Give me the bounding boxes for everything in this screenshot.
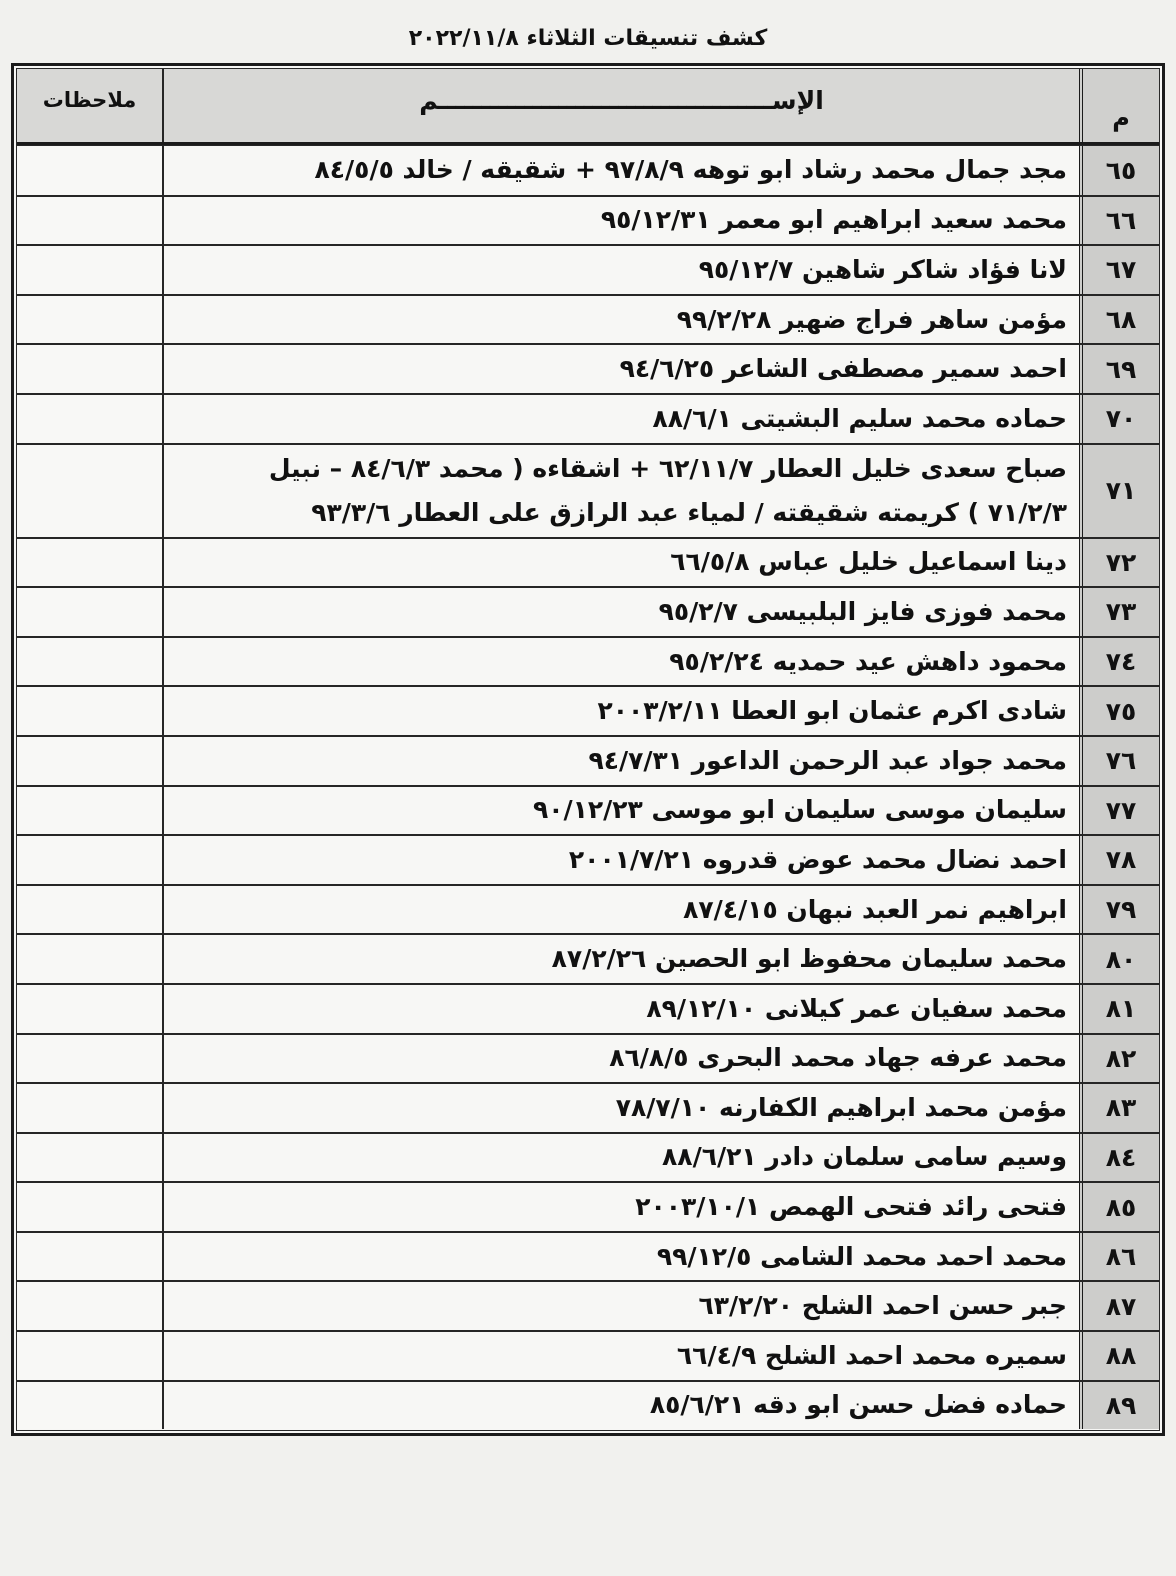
table-row — [17, 933, 1159, 983]
table-row — [17, 1380, 1159, 1430]
table-row — [17, 343, 1159, 393]
table-header — [17, 69, 1159, 145]
name-cell — [162, 985, 1079, 1033]
row-number: ٨١ — [1079, 985, 1159, 1033]
row-number: ٦٨ — [1079, 296, 1159, 344]
name-cell — [162, 886, 1079, 934]
table-row — [17, 1082, 1159, 1132]
row-number: ٨٤ — [1079, 1134, 1159, 1182]
row-number: ٨٠ — [1079, 935, 1159, 983]
row-number: ٧٢ — [1079, 539, 1159, 587]
header-name: الإســـــــــــــــــــــــــــــــــــــــم — [162, 69, 1079, 142]
notes-cell — [17, 345, 162, 393]
notes-cell — [17, 1183, 162, 1231]
row-number: ٨٣ — [1079, 1084, 1159, 1132]
name-cell — [162, 445, 1079, 537]
table-row — [17, 145, 1159, 195]
table-row — [17, 785, 1159, 835]
notes-cell — [17, 246, 162, 294]
notes-cell — [17, 985, 162, 1033]
notes-cell — [17, 445, 162, 537]
notes-cell — [17, 395, 162, 443]
name-cell — [162, 638, 1079, 686]
table-row — [17, 393, 1159, 443]
table-row — [17, 1132, 1159, 1182]
row-number: ٧٦ — [1079, 737, 1159, 785]
name-text: محمد احمد محمد الشامى ٩٩/١٢/٥ — [656, 1241, 1067, 1271]
table-row — [17, 586, 1159, 636]
name-text: حماده محمد سليم البشيتى ٨٨/٦/١ — [652, 403, 1067, 433]
name-cell — [162, 197, 1079, 245]
table-inner — [16, 68, 1160, 1431]
name-text: احمد نضال محمد عوض قدروه ٢٠٠١/٧/٢١ — [568, 844, 1067, 874]
header-notes: ملاحظات — [17, 69, 162, 142]
row-number: ٦٦ — [1079, 197, 1159, 245]
notes-cell — [17, 687, 162, 735]
name-text: جبر حسن احمد الشلح ٦٣/٢/٢٠ — [698, 1291, 1067, 1321]
table-row — [17, 443, 1159, 537]
name-text: محمد فوزى فايز البلبيسى ٩٥/٢/٧ — [658, 596, 1067, 626]
row-number: ٨٦ — [1079, 1233, 1159, 1281]
notes-cell — [17, 737, 162, 785]
row-number: ٧٧ — [1079, 787, 1159, 835]
name-text: حماده فضل حسن ابو دقه ٨٥/٦/٢١ — [649, 1390, 1067, 1420]
name-cell — [162, 737, 1079, 785]
name-text: وسيم سامى سلمان دادر ٨٨/٦/٢١ — [662, 1142, 1067, 1172]
table-row — [17, 244, 1159, 294]
notes-cell — [17, 935, 162, 983]
name-cell — [162, 539, 1079, 587]
name-cell — [162, 1134, 1079, 1182]
notes-cell — [17, 1084, 162, 1132]
name-cell — [162, 1084, 1079, 1132]
table-row — [17, 294, 1159, 344]
name-cell — [162, 1282, 1079, 1330]
table-row — [17, 834, 1159, 884]
row-number: ٦٧ — [1079, 246, 1159, 294]
name-cell — [162, 1382, 1079, 1430]
row-number: ٧٥ — [1079, 687, 1159, 735]
name-text: محمد سعيد ابراهيم ابو معمر ٩٥/١٢/٣١ — [600, 205, 1067, 235]
name-text: احمد سمير مصطفى الشاعر ٩٤/٦/٢٥ — [619, 354, 1067, 384]
name-cell — [162, 836, 1079, 884]
notes-cell — [17, 296, 162, 344]
table-row — [17, 1330, 1159, 1380]
page-title: كشف تنسيقات الثلاثاء ٢٠٢٢/١١/٨ — [408, 26, 768, 51]
notes-cell — [17, 787, 162, 835]
name-text: سميره محمد احمد الشلح ٦٦/٤/٩ — [676, 1340, 1067, 1370]
row-number: ٧٩ — [1079, 886, 1159, 934]
row-number: ٧٤ — [1079, 638, 1159, 686]
name-cell — [162, 787, 1079, 835]
table-row — [17, 685, 1159, 735]
table-row — [17, 195, 1159, 245]
notes-cell — [17, 638, 162, 686]
table-row — [17, 636, 1159, 686]
row-number: ٧٠ — [1079, 395, 1159, 443]
name-text: لانا فؤاد شاكر شاهين ٩٥/١٢/٧ — [698, 254, 1067, 284]
row-number: ٨٥ — [1079, 1183, 1159, 1231]
table-row — [17, 735, 1159, 785]
table-row — [17, 884, 1159, 934]
notes-cell — [17, 1332, 162, 1380]
row-number: ٨٧ — [1079, 1282, 1159, 1330]
name-cell — [162, 345, 1079, 393]
table-row — [17, 537, 1159, 587]
row-number: ٨٢ — [1079, 1035, 1159, 1083]
table-row — [17, 1231, 1159, 1281]
name-text: مؤمن محمد ابراهيم الكفارنه ٧٨/٧/١٠ — [615, 1092, 1067, 1122]
table-row — [17, 1033, 1159, 1083]
coordination-table — [11, 63, 1165, 1436]
name-cell — [162, 1233, 1079, 1281]
notes-cell — [17, 539, 162, 587]
table-body — [17, 145, 1159, 1430]
name-text: ٧١/٢/٣ ) كريمته شقيقته / لمياء عبد الرازق على العطار ٩٣/٣/٦ — [311, 497, 1067, 527]
row-number: ٦٩ — [1079, 345, 1159, 393]
row-number: ٦٥ — [1079, 146, 1159, 195]
table-row — [17, 983, 1159, 1033]
name-text: صباح سعدى خليل العطار ٦٢/١١/٧ + اشقاءه ( محمد ٨٤/٦/٣ – نبيل — [268, 453, 1067, 483]
name-text: شادى اكرم عثمان ابو العطا ٢٠٠٣/٢/١١ — [597, 696, 1067, 726]
row-number: ٧٣ — [1079, 588, 1159, 636]
notes-cell — [17, 1282, 162, 1330]
name-text: محمد عرفه جهاد محمد البحرى ٨٦/٨/٥ — [609, 1043, 1067, 1073]
notes-cell — [17, 146, 162, 195]
notes-cell — [17, 197, 162, 245]
name-cell — [162, 146, 1079, 195]
name-cell — [162, 1332, 1079, 1380]
name-text: محمد جواد عبد الرحمن الداعور ٩٤/٧/٣١ — [588, 745, 1067, 775]
notes-cell — [17, 886, 162, 934]
name-text: مؤمن ساهر فراج ضهير ٩٩/٢/٢٨ — [676, 304, 1067, 334]
notes-cell — [17, 1382, 162, 1430]
notes-cell — [17, 588, 162, 636]
name-cell — [162, 1183, 1079, 1231]
notes-cell — [17, 1233, 162, 1281]
table-row — [17, 1181, 1159, 1231]
name-text: فتحى رائد فتحى الهمص ٢٠٠٣/١٠/١ — [635, 1192, 1067, 1222]
name-cell — [162, 395, 1079, 443]
name-text: محمد سفيان عمر كيلانى ٨٩/١٢/١٠ — [646, 993, 1067, 1023]
name-cell — [162, 935, 1079, 983]
row-number: ٨٩ — [1079, 1382, 1159, 1430]
name-text: مجد جمال محمد رشاد ابو توهه ٩٧/٨/٩ + شقيقه / خالد ٨٤/٥/٥ — [314, 155, 1067, 185]
name-text: دينا اسماعيل خليل عباس ٦٦/٥/٨ — [670, 547, 1067, 577]
name-cell — [162, 1035, 1079, 1083]
name-text: ابراهيم نمر العبد نبهان ٨٧/٤/١٥ — [683, 894, 1067, 924]
notes-cell — [17, 1035, 162, 1083]
notes-cell — [17, 1134, 162, 1182]
row-number: ٨٨ — [1079, 1332, 1159, 1380]
row-number: ٧١ — [1079, 445, 1159, 537]
name-text: سليمان موسى سليمان ابو موسى ٩٠/١٢/٢٣ — [533, 795, 1067, 825]
notes-cell — [17, 836, 162, 884]
name-cell — [162, 296, 1079, 344]
name-text: محمد سليمان محفوظ ابو الحصين ٨٧/٢/٢٦ — [551, 944, 1067, 974]
row-number: ٧٨ — [1079, 836, 1159, 884]
name-cell — [162, 588, 1079, 636]
name-text: محمود داهش عيد حمديه ٩٥/٢/٢٤ — [669, 646, 1067, 676]
table-row — [17, 1280, 1159, 1330]
header-number: م — [1079, 69, 1159, 142]
name-cell — [162, 246, 1079, 294]
name-cell — [162, 687, 1079, 735]
